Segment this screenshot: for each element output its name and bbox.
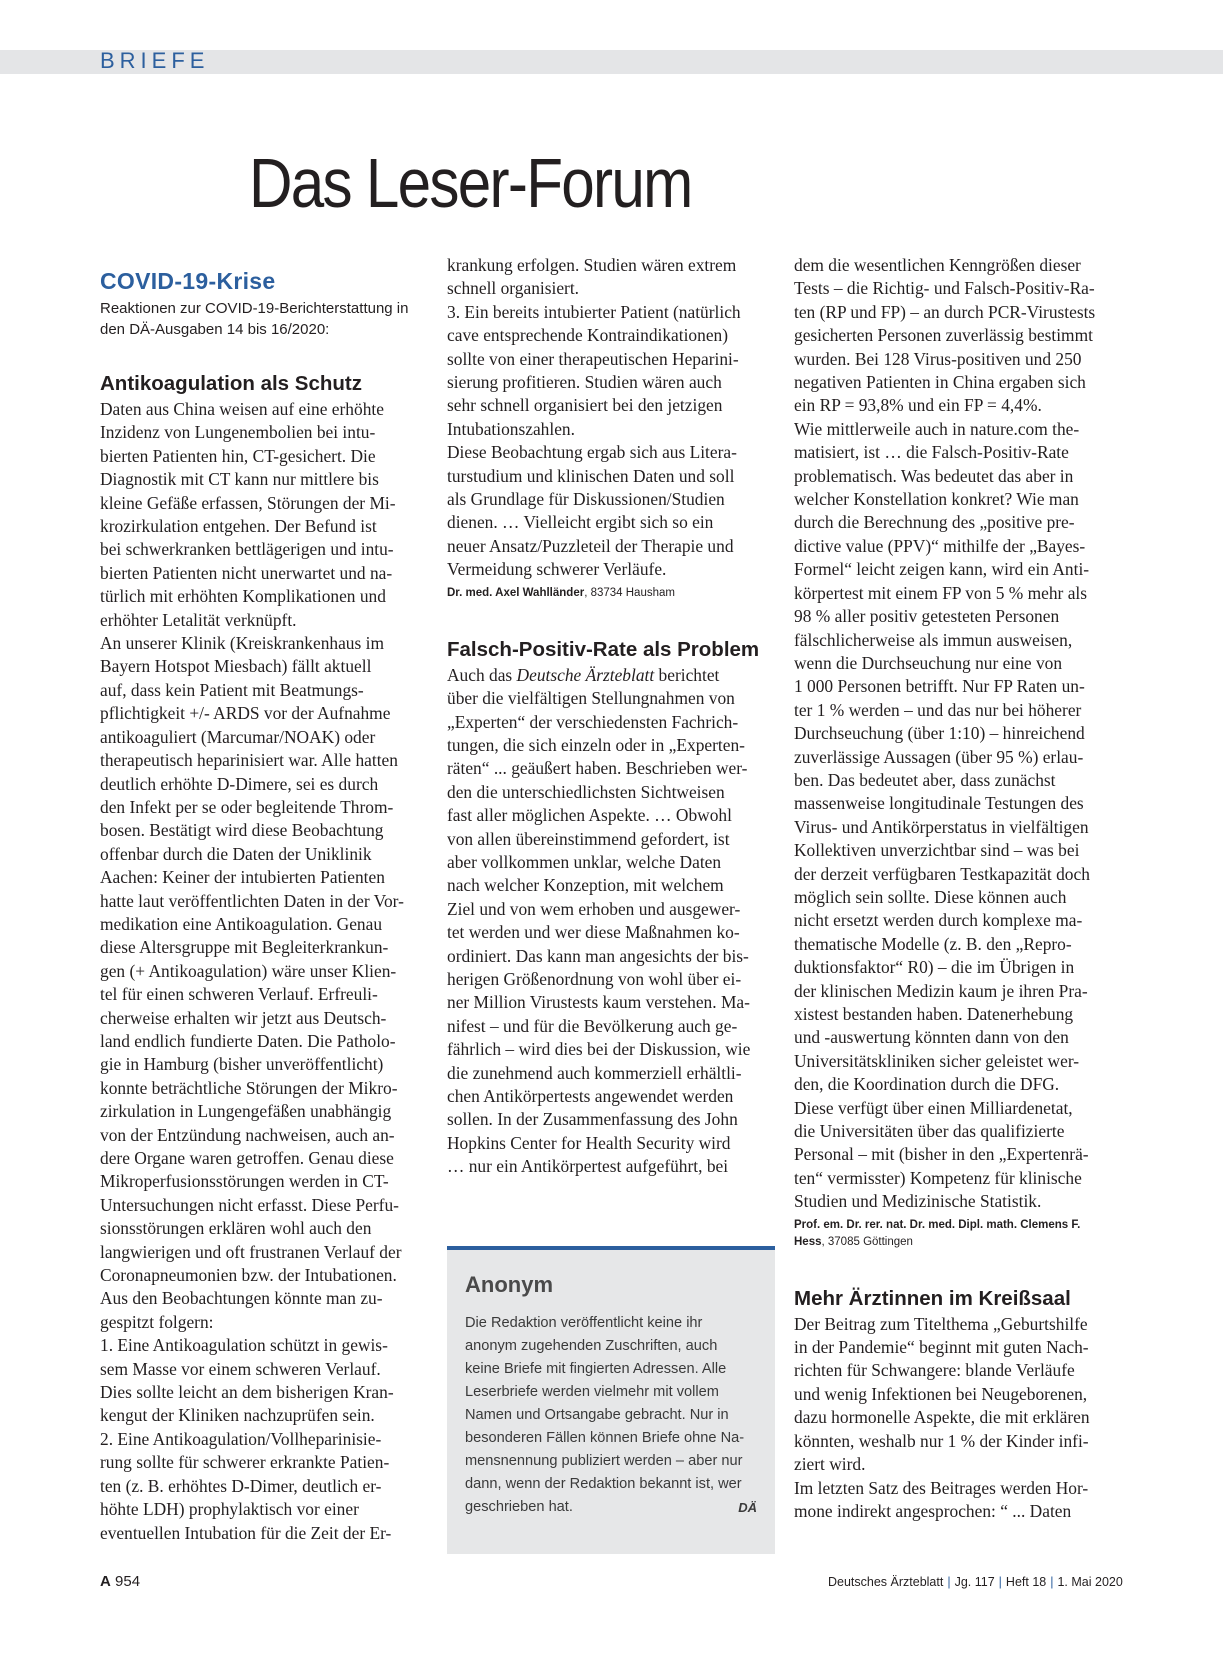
- text-line: Personal – mit (bisher in den „Expertenrä-: [794, 1144, 1089, 1165]
- text-line: der derzeit verfügbaren Testkapazität doch: [794, 863, 1090, 884]
- text-line: ten“ vermisster) Kompetenz für klinische: [794, 1167, 1082, 1188]
- text-line: gespitzt folgern:: [100, 1311, 214, 1332]
- separator: |: [1050, 1575, 1054, 1589]
- subtitle-line: Reaktionen zur COVID-19-Berichterstattung in: [100, 300, 409, 317]
- text-line: fährlich – wird dies bei der Diskussion, wie: [447, 1039, 751, 1060]
- text-line: krankung erfolgen. Studien wären extrem: [447, 255, 737, 275]
- text-line: bosen. Bestätigt wird diese Beobachtung: [100, 820, 384, 841]
- letter-body: [794, 1313, 1122, 1524]
- text-line: Leserbriefe werden vielmehr mit vollem: [465, 1384, 719, 1400]
- text-line: Formel“ leicht zeigen kann, wird ein Anti-: [794, 559, 1090, 580]
- text-line: dere Organe waren getroffen. Genau diese: [100, 1148, 394, 1168]
- text-line: möglich sein sollte. Diese können auch: [794, 886, 1067, 907]
- text-line: ben. Das bedeutet aber, dass zunächst: [794, 769, 1056, 790]
- text-line: richten für Schwangere: blande Verläufe: [794, 1360, 1075, 1381]
- text-line: sollen. In der Zusammenfassung des John: [447, 1109, 738, 1130]
- signature-place: , 37085 Göttingen: [821, 1235, 913, 1248]
- text-line: zuverlässige Aussagen (über 95 %) erlau-: [794, 746, 1084, 767]
- text-line: keine Briefe mit fingierten Adressen. Alle: [465, 1361, 727, 1377]
- text-line: Untersuchungen nicht erfasst. Diese Perfu-: [100, 1194, 399, 1215]
- text-line: von allen übereinstimmend gefordert, ist: [447, 828, 730, 849]
- text-line: aber vollkommen unklar, welche Daten: [447, 851, 722, 872]
- text-line: die Universitäten über das qualifizierte: [794, 1121, 1065, 1142]
- text-line: Universitätskliniken sicher geleistet wer-: [794, 1050, 1080, 1071]
- signature-name: Prof. em. Dr. rer. nat. Dr. med. Dipl. math. Clemens F.: [794, 1218, 1081, 1231]
- text-line: kleine Gefäße erfassen, Störungen der Mi-: [100, 492, 396, 513]
- text-line: nicht ersetzt werden durch komplexe ma-: [794, 910, 1083, 931]
- text-line: deutlich erhöhte D-Dimere, sei es durch: [100, 773, 379, 794]
- page-number: [100, 1573, 140, 1590]
- text-line: Kollektiven unverzichtbar sind – was bei: [794, 840, 1080, 861]
- text-line: Inzidenz von Lungenembolien bei intu-: [100, 422, 376, 443]
- signature-name: Hess: [794, 1235, 822, 1248]
- text-line: Daten aus China weisen auf eine erhöhte: [100, 399, 384, 419]
- text-line: Aachen: Keiner der intubierten Patienten: [100, 867, 385, 888]
- section-label: BRIEFE: [100, 48, 210, 73]
- letter-signature: [794, 1217, 1122, 1251]
- text-line: chen Antikörpertests angewendet werden: [447, 1086, 734, 1106]
- text-line: der klinischen Medizin kaum je ihren Pra-: [794, 980, 1088, 1001]
- text-line: welcher Konstellation konkret? Wie man: [794, 489, 1079, 510]
- text-line: als Grundlage für Diskussionen/Studien: [447, 489, 725, 510]
- text-line: ziert wird.: [794, 1454, 866, 1475]
- text-line: Tests – die Richtig- und Falsch-Positiv-Ra-: [794, 278, 1095, 299]
- text-line: Studien und Medizinische Statistik.: [794, 1191, 1042, 1212]
- text-line: therapeutisch heparinisiert war. Alle hatten: [100, 750, 398, 771]
- text-line: gesicherten Personen zuverlässig bestimmt: [794, 325, 1093, 346]
- letter-body: [447, 664, 775, 687]
- letter-heading: Mehr Ärztinnen im Kreißsaal: [794, 1286, 1071, 1310]
- column-2: [447, 254, 775, 1179]
- text-line: Coronapneumonien bzw. der Intubationen.: [100, 1265, 397, 1286]
- page-title: Das Leser-Forum: [249, 144, 692, 222]
- text-line: An unserer Klinik (Kreiskrankenhaus im: [100, 633, 384, 654]
- text-line: duktionsfaktor“ R0) – die im Übrigen in: [794, 957, 1075, 978]
- text-line: gie in Hamburg (bisher unveröffentlicht): [100, 1054, 384, 1075]
- text-line: nifest – und für die Bevölkerung auch ge-: [447, 1015, 738, 1036]
- text-line: [447, 664, 775, 687]
- column-3: [794, 254, 1122, 1523]
- text-line: besonderen Fällen können Briefe ohne Na-: [465, 1430, 745, 1446]
- text-line: „Experten“ der verschiedensten Fachrich-: [447, 711, 739, 732]
- text-line: dem die wesentlichen Kenngrößen dieser: [794, 255, 1081, 275]
- text-line: den Infekt per se oder begleitende Throm-: [100, 796, 394, 817]
- text-line: Ziel und von wem erhoben und ausgewer-: [447, 898, 741, 919]
- letter-body: [794, 254, 1122, 1214]
- text-line: Intubationszahlen.: [447, 418, 575, 439]
- text-line: Diese Beobachtung ergab sich aus Litera-: [447, 442, 737, 463]
- text-line: matisiert, ist … die Falsch-Positiv-Rate: [794, 442, 1069, 463]
- text-line: massenweise longitudinale Testungen des: [794, 793, 1084, 814]
- text-fragment: berichtet: [654, 664, 720, 685]
- text-line: konnte beträchtliche Störungen der Mikro-: [100, 1077, 398, 1098]
- text-line: tet werden und wer diese Maßnahmen ko-: [447, 922, 740, 943]
- text-line: mensnennung publiziert werden – aber nur: [465, 1453, 743, 1469]
- text-line: Hopkins Center for Health Security wird: [447, 1132, 731, 1153]
- text-line: Bayern Hotspot Miesbach) fällt aktuell: [100, 656, 372, 677]
- anonym-lines: [465, 1312, 757, 1519]
- text-line: und wenig Infektionen bei Neugeborenen,: [794, 1383, 1088, 1404]
- text-line: türlich mit erhöhten Komplikationen und: [100, 586, 386, 607]
- text-line: offenbar durch die Daten der Uniklinik: [100, 843, 372, 864]
- text-line: sollte von einer therapeutischen Heparini-: [447, 348, 739, 369]
- text-line: 1 000 Personen betrifft. Nur FP Raten un-: [794, 676, 1085, 697]
- text-line: ein RP = 93,8% und ein FP = 4,4%.: [794, 395, 1042, 416]
- text-line: anonym zugehenden Zuschriften, auch: [465, 1338, 718, 1354]
- text-line: pflichtigkeit +/- ARDS vor der Aufnahme: [100, 703, 391, 724]
- text-line: bierten Patienten nicht unerwartet und na-: [100, 562, 393, 583]
- journal-name: Deutsches Ärzteblatt: [828, 1575, 944, 1589]
- text-line: Virus- und Antikörperstatus in vielfältigen: [794, 816, 1089, 837]
- page-number-value: 954: [115, 1573, 141, 1590]
- text-line: dann, wenn der Redaktion bekannt ist, wer: [465, 1476, 742, 1492]
- text-line: tel für einen schweren Verlauf. Erfreuli-: [100, 984, 378, 1005]
- text-line: neuer Ansatz/Puzzleteil der Therapie und: [447, 535, 734, 556]
- text-line: die zunehmend auch kommerziell erhältli-: [447, 1062, 742, 1083]
- text-line: eventuellen Intubation für die Zeit der Er-: [100, 1522, 392, 1543]
- separator: |: [947, 1575, 951, 1589]
- text-line: problematisch. Was bedeutet das aber in: [794, 465, 1074, 486]
- text-line: negativen Patienten in China ergaben sich: [794, 372, 1086, 393]
- text-line: Vermeidung schwerer Verläufe.: [447, 559, 667, 580]
- text-line: Durchseuchung (über 1:10) – hinreichend: [794, 723, 1085, 744]
- text-line: Im letzten Satz des Beitrages werden Hor-: [794, 1477, 1089, 1498]
- text-line: 1. Eine Antikoagulation schützt in gewis-: [100, 1335, 388, 1356]
- subtitle-line: den DÄ-Ausgaben 14 bis 16/2020:: [100, 321, 330, 338]
- text-line: krozirkulation entgehen. Der Befund ist: [100, 516, 377, 537]
- text-fragment: Auch das: [447, 664, 517, 685]
- text-line: sem Masse vor einem schweren Verlauf.: [100, 1358, 381, 1379]
- text-line: herigen Größenordnung von wohl über ei-: [447, 968, 742, 989]
- text-line: cave entsprechende Kontraindikationen): [447, 325, 729, 346]
- text-line: antikoaguliert (Marcumar/NOAK) oder: [100, 726, 376, 747]
- text-line: … nur ein Antikörpertest aufgeführt, bei: [447, 1156, 729, 1177]
- text-line: geschrieben hat.: [465, 1499, 573, 1515]
- text-line: tungen, die sich einzeln oder in „Experten-: [447, 734, 745, 755]
- text-line: Aus den Beobachtungen könnte man zu-: [100, 1288, 383, 1309]
- text-line: von der Entzündung nachweisen, auch an-: [100, 1124, 395, 1145]
- text-line: diese Altersgruppe mit Begleiterkrankun-: [100, 937, 389, 958]
- anonym-signature: DÄ: [738, 1500, 757, 1515]
- text-line: 3. Ein bereits intubierter Patient (natürlich: [447, 301, 741, 322]
- text-line: xistest bestanden haben. Datenerhebung: [794, 1004, 1074, 1024]
- text-line: durch die Berechnung des „positive pre-: [794, 512, 1075, 533]
- text-line: höhte LDH) prophylaktisch vor einer: [100, 1499, 359, 1520]
- page-prefix: A: [100, 1573, 111, 1590]
- signature-place: , 83734 Hausham: [584, 586, 675, 599]
- text-line: und -auswertung könnten dann von den: [794, 1027, 1069, 1048]
- signature-name: Dr. med. Axel Wahlländer: [447, 586, 585, 599]
- text-line: wenn die Durchseuchung nur eine von: [794, 652, 1063, 673]
- text-line: Wie mittlerweile auch in nature.com the-: [794, 418, 1080, 439]
- text-line: könnten, weshalb nur 1 % der Kinder infi-: [794, 1430, 1089, 1451]
- letter-body: [100, 398, 428, 1545]
- text-line: sionsstörungen erklären wohl auch den: [100, 1218, 372, 1239]
- text-line: rung sollte für schwerer erkrankte Patien-: [100, 1452, 390, 1473]
- text-line: schnell organisiert.: [447, 278, 580, 299]
- text-line: thematische Modelle (z. B. den „Repro-: [794, 933, 1072, 954]
- text-line: über die vielfältigen Stellungnahmen von: [447, 688, 735, 709]
- text-line: 98 % aller positiv getesteten Personen: [794, 606, 1060, 627]
- text-line: turstudium und klinischen Daten und soll: [447, 465, 735, 486]
- text-line: fast aller möglichen Aspekte. … Obwohl: [447, 805, 732, 826]
- text-line: Dies sollte leicht an dem bisherigen Kran-: [100, 1382, 394, 1403]
- letter-heading: Antikoagulation als Schutz: [100, 372, 362, 395]
- text-line: Diagnostik mit CT kann nur mittlere bis: [100, 469, 379, 490]
- text-line: dazu hormonelle Aspekte, die mit erklären: [794, 1407, 1090, 1428]
- letter-body: [447, 687, 775, 1179]
- text-line: körpertest mit einem FP von 5 % mehr als: [794, 582, 1088, 603]
- anonym-title: Anonym: [465, 1272, 553, 1297]
- text-line: cherweise erhalten wir jetzt aus Deutsch-: [100, 1007, 387, 1028]
- text-line: ten (z. B. erhöhtes D-Dimer, deutlich er-: [100, 1475, 382, 1496]
- journal-name: Deutsche Ärzteblatt: [516, 664, 655, 685]
- text-line: ten (RP und FP) – an durch PCR-Virustests: [794, 301, 1096, 322]
- text-line: den, die Koordination durch die DFG.: [794, 1074, 1060, 1095]
- anonym-text: [465, 1312, 757, 1519]
- text-line: medikation eine Antikoagulation. Genau: [100, 913, 383, 934]
- text-line: sierung profitieren. Studien wären auch: [447, 372, 722, 393]
- journal-volume: Jg. 117: [954, 1575, 995, 1589]
- text-line: bierten Patienten hin, CT-gesichert. Die: [100, 445, 376, 466]
- text-line: Mikroperfusionsstörungen werden in CT-: [100, 1171, 389, 1192]
- anonym-notice-box: [447, 1246, 775, 1554]
- letter-signature: [447, 585, 775, 602]
- journal-issue: Heft 18: [1005, 1575, 1047, 1589]
- journal-date: 1. Mai 2020: [1057, 1575, 1123, 1589]
- text-line: auf, dass kein Patient mit Beatmungs-: [100, 679, 364, 700]
- text-line: fälschlicherweise als immun ausweisen,: [794, 629, 1073, 650]
- column-1: [100, 266, 428, 1545]
- text-line: 2. Eine Antikoagulation/Vollheparinisie-: [100, 1428, 382, 1449]
- text-line: ordiniert. Das kann man angesichts der bis-: [447, 945, 749, 966]
- letter-body: [447, 254, 775, 582]
- text-line: Namen und Ortsangabe gebracht. Nur in: [465, 1407, 729, 1423]
- text-line: gen (+ Antikoagulation) wäre unser Klien-: [100, 960, 397, 981]
- text-line: erhöhter Letalität verknüpft.: [100, 609, 297, 630]
- text-line: den die unterschiedlichsten Sichtweisen: [447, 781, 725, 802]
- text-line: mone indirekt angesprochen: “ ... Daten: [794, 1500, 1072, 1521]
- section-subtitle: [100, 298, 428, 340]
- footer-journal: [828, 1575, 1123, 1589]
- section-heading: COVID-19-Krise: [100, 268, 276, 294]
- text-line: kengut der Kliniken nachzuprüfen sein.: [100, 1405, 375, 1426]
- text-line: zirkulation in Lungengefäßen unabhängig: [100, 1101, 392, 1122]
- text-line: wurden. Bei 128 Virus-positiven und 250: [794, 348, 1082, 369]
- letter-heading: Falsch-Positiv-Rate als Problem: [447, 637, 760, 661]
- text-line: land endlich fundierte Daten. Die Patholo-: [100, 1030, 396, 1051]
- text-line: dictive value (PPV)“ mithilfe der „Bayes-: [794, 535, 1086, 556]
- text-line: Die Redaktion veröffentlicht keine ihr: [465, 1315, 703, 1331]
- text-line: ner Million Virustests kaum verstehen. Ma-: [447, 992, 750, 1013]
- text-line: sehr schnell organisiert bei den jetzigen: [447, 395, 723, 416]
- text-line: Der Beitrag zum Titelthema „Geburtshilfe: [794, 1313, 1088, 1334]
- text-line: dienen. … Vielleicht ergibt sich so ein: [447, 512, 714, 533]
- text-line: langwierigen und oft frustranen Verlauf der: [100, 1241, 402, 1262]
- text-line: nach welcher Konzeption, mit welchem: [447, 875, 724, 896]
- text-line: bei schwerkranken bettlägerigen und intu-: [100, 539, 394, 560]
- text-line: Diese verfügt über einen Milliardenetat,: [794, 1097, 1073, 1118]
- text-line: ter 1 % werden – und das nur bei höherer: [794, 699, 1082, 720]
- text-line: räten“ ... geäußert haben. Beschrieben wer-: [447, 758, 748, 779]
- separator: |: [998, 1575, 1002, 1589]
- text-line: hatte laut veröffentlichten Daten in der Vor-: [100, 890, 404, 911]
- text-line: in der Pandemie“ beginnt mit guten Nach-: [794, 1337, 1089, 1358]
